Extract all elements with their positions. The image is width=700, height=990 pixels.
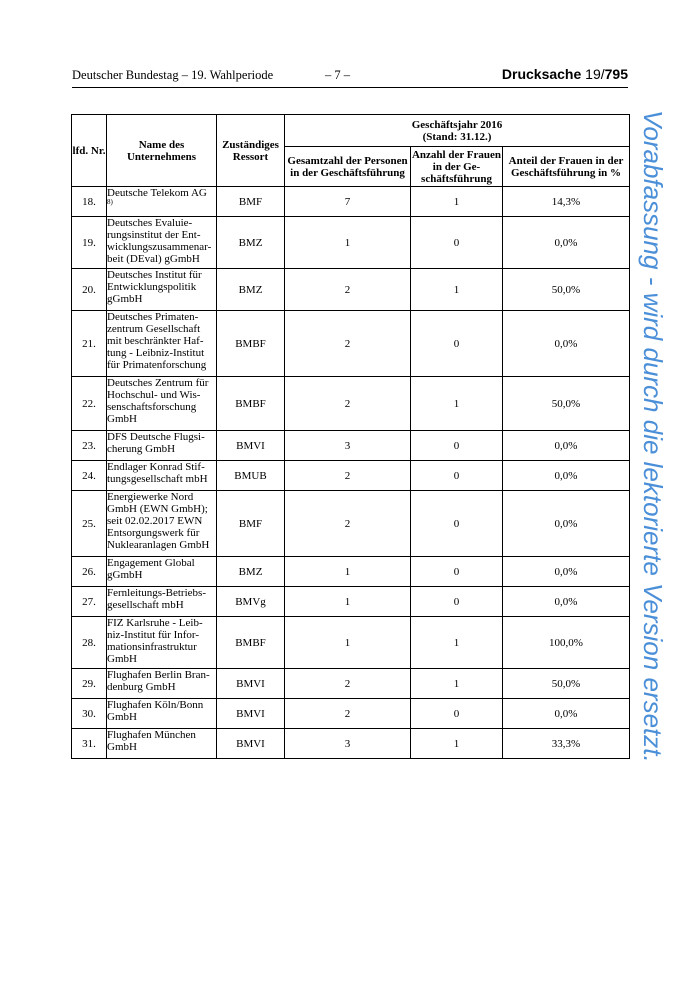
company-name-text: Fernleitungs-Betriebs-gesellschaft mbH bbox=[107, 587, 206, 611]
company-name-text: Deutsches Evaluie-rungsinstitut der Ent-wicklungszusammenar-beit (DEval) gGmbH bbox=[107, 217, 212, 265]
row-number-text: 22. bbox=[82, 397, 96, 410]
table-row bbox=[72, 217, 630, 269]
row-number-text: 25. bbox=[82, 517, 96, 530]
company-name-text: DFS Deutsche Flugsi-cherung GmbH bbox=[107, 431, 205, 455]
ressort-text: BMVg bbox=[235, 595, 266, 608]
ressort-text: BMBF bbox=[235, 397, 266, 410]
total-persons-text: 7 bbox=[344, 195, 351, 208]
table-row bbox=[72, 311, 630, 377]
company-name-text: Flughafen Köln/Bonn GmbH bbox=[107, 699, 204, 723]
company-name-text: Deutsches Primaten-zentrum Gesellschaft mit beschränkter Haf-tung - Leibniz-Institut für Primatenforschung bbox=[107, 311, 207, 371]
ressort-text: BMZ bbox=[238, 283, 263, 296]
row-number-text: 27. bbox=[82, 595, 96, 608]
ressort-text: BMVI bbox=[236, 737, 265, 750]
company-name bbox=[107, 311, 217, 377]
header-ressort: Zuständiges Ressort bbox=[217, 115, 285, 187]
women-share-text: 0,0% bbox=[554, 565, 578, 578]
total-persons-text: 2 bbox=[344, 677, 351, 690]
total-persons bbox=[285, 269, 411, 311]
women-share-text: 50,0% bbox=[551, 397, 581, 410]
table-row bbox=[72, 617, 630, 669]
women-count bbox=[411, 729, 503, 759]
ressort-text: BMBF bbox=[235, 337, 266, 350]
women-share-text: 0,0% bbox=[554, 595, 578, 608]
total-persons bbox=[285, 491, 411, 557]
row-number-text: 20. bbox=[82, 283, 96, 296]
row-number bbox=[72, 491, 107, 557]
total-persons-text: 1 bbox=[344, 636, 351, 649]
women-count bbox=[411, 187, 503, 217]
company-name-text: Flughafen München GmbH bbox=[107, 729, 196, 753]
table-row bbox=[72, 557, 630, 587]
ressort bbox=[217, 491, 285, 557]
ressort bbox=[217, 617, 285, 669]
ressort bbox=[217, 431, 285, 461]
women-count-text: 0 bbox=[453, 337, 460, 350]
women-share-text: 0,0% bbox=[554, 517, 578, 530]
row-number-text: 31. bbox=[82, 737, 96, 750]
women-share bbox=[503, 699, 630, 729]
document-number bbox=[502, 66, 628, 82]
ressort bbox=[217, 587, 285, 617]
header-lfd-nr: lfd. Nr. bbox=[72, 115, 107, 187]
row-number bbox=[72, 311, 107, 377]
row-number-text: 28. bbox=[82, 636, 96, 649]
women-share bbox=[503, 557, 630, 587]
women-count bbox=[411, 699, 503, 729]
women-share-text: 14,3% bbox=[551, 195, 581, 208]
row-number-text: 21. bbox=[82, 337, 96, 350]
row-number bbox=[72, 217, 107, 269]
women-share bbox=[503, 377, 630, 431]
company-name-text: Deutsches Zentrum für Hochschul- und Wis-senschaftsforschung GmbH bbox=[107, 377, 209, 425]
women-share bbox=[503, 269, 630, 311]
page-number: – 7 – bbox=[325, 68, 350, 82]
women-count-text: 0 bbox=[453, 439, 460, 452]
women-count bbox=[411, 377, 503, 431]
total-persons bbox=[285, 669, 411, 699]
ressort-text: BMBF bbox=[235, 636, 266, 649]
table-row bbox=[72, 377, 630, 431]
row-number-text: 19. bbox=[82, 236, 96, 249]
women-count-text: 1 bbox=[453, 283, 460, 296]
row-number bbox=[72, 699, 107, 729]
ressort bbox=[217, 669, 285, 699]
company-name-text: FIZ Karlsruhe - Leib-niz-Institut für Infor-mationsinfrastruktur GmbH bbox=[107, 617, 203, 665]
women-share-text: 50,0% bbox=[551, 283, 581, 296]
total-persons bbox=[285, 699, 411, 729]
women-share bbox=[503, 669, 630, 699]
company-name-text: Engagement Global gGmbH bbox=[107, 557, 195, 581]
row-number bbox=[72, 431, 107, 461]
page-header bbox=[72, 68, 628, 86]
ressort bbox=[217, 699, 285, 729]
women-share-text: 33,3% bbox=[551, 737, 581, 750]
row-number bbox=[72, 377, 107, 431]
women-count-text: 1 bbox=[453, 636, 460, 649]
company-name bbox=[107, 617, 217, 669]
women-count-text: 1 bbox=[453, 397, 460, 410]
total-persons bbox=[285, 461, 411, 491]
ressort-text: BMVI bbox=[236, 707, 265, 720]
ressort-text: BMF bbox=[238, 517, 263, 530]
total-persons bbox=[285, 557, 411, 587]
company-name bbox=[107, 557, 217, 587]
women-share bbox=[503, 311, 630, 377]
ressort bbox=[217, 461, 285, 491]
table-row bbox=[72, 669, 630, 699]
total-persons bbox=[285, 217, 411, 269]
row-number-text: 29. bbox=[82, 677, 96, 690]
ressort-text: BMZ bbox=[238, 565, 263, 578]
table-row bbox=[72, 491, 630, 557]
women-count bbox=[411, 311, 503, 377]
header-women-share: Anteil der Frauen in der Geschäftsführung in % bbox=[503, 147, 630, 187]
ressort bbox=[217, 187, 285, 217]
company-name-text: Energiewerke Nord GmbH (EWN GmbH); seit 02.02.2017 EWN Entsorgungswerk für Nuklearanlagen GmbH bbox=[107, 491, 210, 551]
row-number-text: 23. bbox=[82, 439, 96, 452]
women-share-text: 0,0% bbox=[554, 469, 578, 482]
ressort-text: BMF bbox=[238, 195, 263, 208]
total-persons bbox=[285, 377, 411, 431]
row-number-text: 18. bbox=[82, 195, 96, 208]
row-number-text: 30. bbox=[82, 707, 96, 720]
company-name bbox=[107, 269, 217, 311]
total-persons-text: 2 bbox=[344, 397, 351, 410]
total-persons-text: 2 bbox=[344, 517, 351, 530]
total-persons bbox=[285, 617, 411, 669]
row-number bbox=[72, 729, 107, 759]
row-number bbox=[72, 557, 107, 587]
total-persons bbox=[285, 311, 411, 377]
total-persons-text: 2 bbox=[344, 469, 351, 482]
company-table bbox=[71, 114, 630, 759]
women-share-text: 0,0% bbox=[554, 337, 578, 350]
row-number bbox=[72, 461, 107, 491]
women-share bbox=[503, 491, 630, 557]
ressort bbox=[217, 311, 285, 377]
header-fiscal-year bbox=[285, 115, 630, 147]
women-count-text: 0 bbox=[453, 595, 460, 608]
company-name bbox=[107, 461, 217, 491]
women-count bbox=[411, 617, 503, 669]
document-label: Drucksache bbox=[501, 66, 582, 82]
header-women-count: Anzahl der Frauen in der Ge-schäftsführung bbox=[411, 148, 502, 185]
table-row bbox=[72, 187, 630, 217]
ressort bbox=[217, 269, 285, 311]
row-number bbox=[72, 187, 107, 217]
header-company-name: Name des Unternehmens bbox=[107, 115, 217, 187]
women-count-text: 0 bbox=[453, 469, 460, 482]
women-count-text: 0 bbox=[453, 517, 460, 530]
company-name bbox=[107, 217, 217, 269]
ressort-text: BMVI bbox=[236, 677, 265, 690]
row-number bbox=[72, 617, 107, 669]
women-share-text: 50,0% bbox=[551, 677, 581, 690]
women-share bbox=[503, 617, 630, 669]
women-share bbox=[503, 217, 630, 269]
company-name bbox=[107, 699, 217, 729]
company-name-text: Deutsches Institut für Entwicklungspolitik gGmbH bbox=[107, 269, 202, 305]
row-number bbox=[72, 269, 107, 311]
ressort-text: BMVI bbox=[236, 439, 265, 452]
women-count-text: 0 bbox=[453, 565, 460, 578]
total-persons-text: 2 bbox=[344, 337, 351, 350]
company-name bbox=[107, 187, 217, 217]
company-name bbox=[107, 729, 217, 759]
table-row bbox=[72, 461, 630, 491]
ressort bbox=[217, 729, 285, 759]
document-number-main: 795 bbox=[604, 66, 628, 82]
company-name bbox=[107, 669, 217, 699]
company-name bbox=[107, 431, 217, 461]
table-row bbox=[72, 729, 630, 759]
row-number-text: 24. bbox=[82, 469, 96, 482]
row-number bbox=[72, 587, 107, 617]
row-number-text: 26. bbox=[82, 565, 96, 578]
total-persons-text: 2 bbox=[344, 707, 351, 720]
header-rule bbox=[72, 87, 628, 88]
header-fiscal-year-date: (Stand: 31.12.) bbox=[422, 130, 492, 143]
total-persons bbox=[285, 587, 411, 617]
women-count bbox=[411, 269, 503, 311]
header-publication: Deutscher Bundestag – 19. Wahlperiode bbox=[72, 68, 274, 82]
ressort bbox=[217, 557, 285, 587]
women-count-text: 0 bbox=[453, 236, 460, 249]
women-count bbox=[411, 557, 503, 587]
table-row bbox=[72, 431, 630, 461]
women-share-text: 0,0% bbox=[554, 236, 578, 249]
women-share-text: 0,0% bbox=[554, 707, 578, 720]
women-count bbox=[411, 461, 503, 491]
ressort bbox=[217, 377, 285, 431]
total-persons bbox=[285, 187, 411, 217]
women-share bbox=[503, 187, 630, 217]
total-persons-text: 1 bbox=[344, 565, 351, 578]
women-share-text: 100,0% bbox=[549, 636, 583, 649]
total-persons-text: 2 bbox=[344, 283, 351, 296]
women-count-text: 1 bbox=[453, 677, 460, 690]
company-name bbox=[107, 377, 217, 431]
total-persons bbox=[285, 729, 411, 759]
women-count bbox=[411, 669, 503, 699]
company-name bbox=[107, 491, 217, 557]
table-row bbox=[72, 699, 630, 729]
ressort bbox=[217, 217, 285, 269]
header-total-persons: Gesamtzahl der Personen in der Geschäftsführung bbox=[285, 147, 411, 187]
women-count bbox=[411, 587, 503, 617]
women-count bbox=[411, 217, 503, 269]
total-persons-text: 1 bbox=[344, 595, 351, 608]
women-count-text: 1 bbox=[453, 737, 460, 750]
total-persons-text: 3 bbox=[344, 439, 351, 452]
company-name-text: Flughafen Berlin Bran-denburg GmbH bbox=[107, 669, 210, 693]
women-count bbox=[411, 431, 503, 461]
header-fiscal-year-title: Geschäftsjahr 2016 bbox=[411, 118, 503, 131]
ressort-text: BMZ bbox=[238, 236, 263, 249]
company-name bbox=[107, 587, 217, 617]
document-number-prefix: 19/ bbox=[585, 66, 605, 82]
company-name-text: Deutsche Telekom AG bbox=[107, 187, 207, 199]
footnote-marker: 8) bbox=[107, 198, 113, 206]
women-share bbox=[503, 461, 630, 491]
ressort-text: BMUB bbox=[234, 469, 267, 482]
women-share-text: 0,0% bbox=[554, 439, 578, 452]
total-persons bbox=[285, 431, 411, 461]
company-name-text: Endlager Konrad Stif-tungsgesellschaft mbH bbox=[107, 461, 208, 485]
women-share bbox=[503, 431, 630, 461]
row-number bbox=[72, 669, 107, 699]
draft-watermark: Vorabfassung - wird durch die lektorierte Version ersetzt. bbox=[638, 110, 668, 763]
women-count-text: 1 bbox=[453, 195, 460, 208]
women-count-text: 0 bbox=[453, 707, 460, 720]
women-share bbox=[503, 729, 630, 759]
table-row bbox=[72, 269, 630, 311]
women-share bbox=[503, 587, 630, 617]
total-persons-text: 1 bbox=[344, 236, 351, 249]
women-count bbox=[411, 491, 503, 557]
total-persons-text: 3 bbox=[344, 737, 351, 750]
table-row bbox=[72, 587, 630, 617]
